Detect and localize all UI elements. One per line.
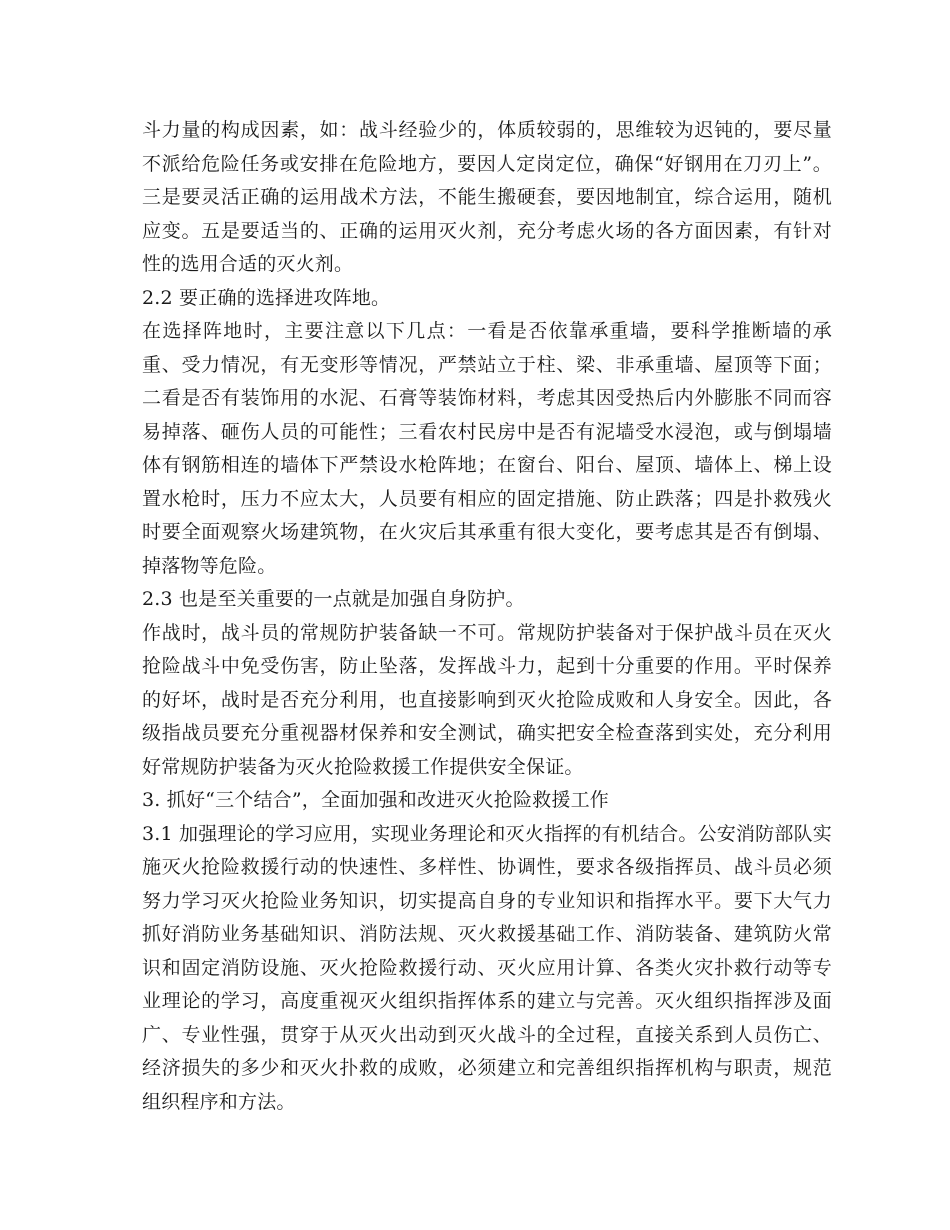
section-heading-3: 3. 抓好“三个结合”，全面加强和改进灭火抢险救援工作 [142, 789, 609, 811]
paragraph-continued: 斗力量的构成因素，如：战斗经验少的，体质较弱的，思维较为迟钝的，要尽量不派给危险任务或安排在危险地方，要因人定岗定位，确保“好钢用在刀刃上”。三是要灵活正确的运用战术方法，不能生搬硬套，要因地制宜，综合运用，随机应变。五是要适当的、正确的运用灭火剂，充分考虑火场的各方面因素，有针对性的选用合适的灭火剂。 [142, 119, 832, 275]
section-heading-2-3: 2.3 也是至关重要的一点就是加强自身防护。 [142, 588, 525, 610]
paragraph-position-selection: 在选择阵地时，主要注意以下几点：一看是否依靠承重墙，要科学推断墙的承重、受力情况，有无变形等情况，严禁站立于柱、梁、非承重墙、屋顶等下面；二看是否有装饰用的水泥、石膏等装饰材料，考虑其因受热后内外膨胀不同而容易掉落、砸伤人员的可能性；三看农村民房中是否有泥墙受水浸泡，或与倒塌墙体有钢筋相连的墙体下严禁设水枪阵地；在窗台、阳台、屋顶、墙体上、梯上设置水枪时，压力不应太大，人员要有相应的固定措施、防止跌落；四是扑救残火时要全面观察火场建筑物，在火灾后其承重有很大变化，要考虑其是否有倒塌、掉落物等危险。 [142, 320, 832, 577]
paragraph-theory-study: 3.1 加强理论的学习应用，实现业务理论和灭火指挥的有机结合。公安消防部队实施灭火抢险救援行动的快速性、多样性、协调性，要求各级指挥员、战斗员必须努力学习灭火抢险业务知识，切实提高自身的专业知识和指挥水平。要下大气力抓好消防业务基础知识、消防法规、灭火救援基础工作、消防装备、建筑防火常识和固定消防设施、灭火抢险救援行动、灭火应用计算、各类火灾扑救行动等专业理论的学习，高度重视灭火组织指挥体系的建立与完善。灭火组织指挥涉及面广、专业性强，贯穿于从灭火出动到灭火战斗的全过程，直接关系到人员伤亡、经济损失的多少和灭火扑救的成败，必须建立和完善组织指挥机构与职责，规范组织程序和方法。 [142, 822, 832, 1113]
section-heading-2-2: 2.2 要正确的选择进攻阵地。 [142, 286, 391, 309]
paragraph-self-protection: 作战时，战斗员的常规防护装备缺一不可。常规防护装备对于保护战斗员在灭火抢险战斗中免受伤害，防止坠落，发挥战斗力，起到十分重要的作用。平时保养的好坏，战时是否充分利用，也直接影响到灭火抢险成败和人身安全。因此，各级指战员要充分重视器材保养和安全测试，确实把安全检查落到实处，充分利用好常规防护装备为灭火抢险救援工作提供安全保证。 [142, 621, 832, 778]
document-body [142, 114, 832, 1119]
